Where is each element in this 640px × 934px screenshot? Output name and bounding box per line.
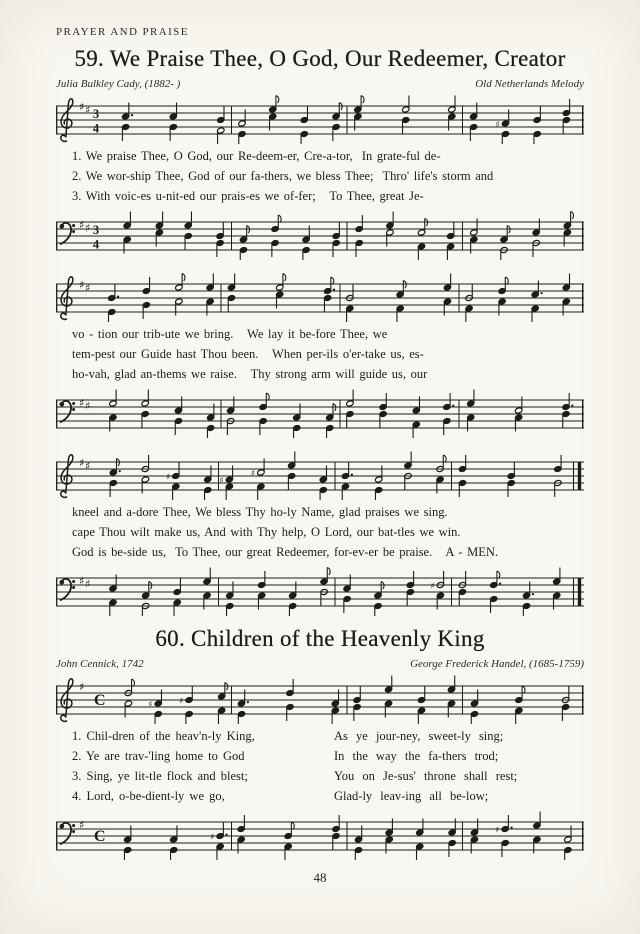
treble-staff-svg bbox=[56, 270, 584, 322]
hymn-59-composer: Old Netherlands Melody bbox=[475, 78, 584, 90]
verse-line: God is be-side us, To Thee, our great Redeemer, for-ev-er be praise. A - MEN. bbox=[72, 545, 499, 559]
verse-line: 3. With voic-es u-nit-ed our prais-es we of-fer; To Thee, great Je- bbox=[72, 189, 424, 203]
sharp-sign: ♯ bbox=[79, 218, 85, 232]
verse-phrase-right: Glad-ly leav-ing all be-low; bbox=[334, 789, 489, 803]
verse-line bbox=[72, 726, 584, 746]
treble-staff bbox=[56, 672, 584, 724]
sharp-sign: ♯ bbox=[210, 832, 215, 843]
treble-staff-svg bbox=[56, 92, 584, 144]
treble-staff-svg bbox=[56, 448, 584, 500]
sharp-sign: ♯ bbox=[495, 120, 500, 130]
time-signature: C bbox=[94, 692, 106, 709]
sharp-sign: ♯ bbox=[79, 100, 85, 114]
verse-phrase-right: In the way the fa-thers trod; bbox=[334, 749, 499, 763]
hymn-60-section bbox=[56, 626, 584, 860]
bass-staff bbox=[56, 386, 584, 438]
verse-phrase-left: 4. Lord, o-be-dient-ly we go, bbox=[72, 789, 225, 803]
time-signature: C bbox=[94, 828, 106, 845]
hymn-60-attribution bbox=[56, 658, 584, 670]
sharp-sign: ♯ bbox=[85, 399, 91, 413]
verse-phrase-right: You on Je-sus' throne shall rest; bbox=[334, 769, 518, 783]
treble-staff bbox=[56, 270, 584, 322]
sharp-sign: ♯ bbox=[85, 459, 91, 473]
verse-phrase-left: 2. Ye are trav-'ling home to God bbox=[72, 749, 245, 763]
sharp-sign: ♯ bbox=[219, 476, 224, 486]
sharp-sign: ♯ bbox=[79, 396, 85, 410]
sharp-sign: ♯ bbox=[495, 825, 500, 836]
sharp-sign: ♯ bbox=[79, 818, 85, 832]
treble-staff-svg bbox=[56, 672, 584, 724]
sharp-sign: ♯ bbox=[85, 221, 91, 235]
sharp-sign: ♯ bbox=[85, 103, 91, 117]
page-number: 48 bbox=[313, 870, 327, 885]
time-signature: 4 bbox=[92, 121, 100, 136]
sharp-sign: ♯ bbox=[79, 278, 85, 292]
hymn-59-music-system-1 bbox=[56, 92, 584, 260]
bass-staff bbox=[56, 808, 584, 860]
verse-line: tem-pest our Guide hast Thou been. When per-ils o'er-take us, es- bbox=[72, 347, 424, 361]
verse-line: vo - tion our trib-ute we bring. We lay it be-fore Thee, we bbox=[72, 327, 388, 341]
time-signature: 4 bbox=[92, 237, 100, 252]
verse-line: ho-vah, glad an-thems we raise. Thy strong arm will guide us, our bbox=[72, 367, 428, 381]
verse-phrase-right: As ye jour-ney, sweet-ly sing; bbox=[334, 729, 504, 743]
running-header: PRAYER AND PRAISE bbox=[56, 26, 189, 38]
time-signature: 3 bbox=[92, 107, 100, 121]
hymn-59-music-system-2 bbox=[56, 270, 584, 438]
bass-staff bbox=[56, 208, 584, 260]
hymn-59-section bbox=[56, 46, 584, 616]
sharp-sign: ♯ bbox=[179, 696, 184, 707]
time-signature: 3 bbox=[92, 223, 100, 237]
hymn-59-verses-system-1 bbox=[72, 146, 584, 206]
verse-line bbox=[72, 746, 584, 766]
sharp-sign: ♯ bbox=[79, 680, 85, 694]
hymn-60-author: John Cennick, 1742 bbox=[56, 658, 144, 670]
hymn-59-attribution bbox=[56, 78, 584, 90]
hymn-60-verses bbox=[72, 726, 584, 806]
bass-staff-svg bbox=[56, 808, 584, 860]
verse-line bbox=[72, 786, 584, 806]
verse-line: cape Thou wilt make us, And with Thy help, O Lord, our bat-tles we win. bbox=[72, 525, 461, 539]
verse-phrase-left: 1. Chil-dren of the heav'n-ly King, bbox=[72, 729, 255, 743]
hymn-60-title: 60. Children of the Heavenly King bbox=[155, 626, 485, 651]
treble-staff bbox=[56, 92, 584, 144]
hymn-59-verses-system-2 bbox=[72, 324, 584, 384]
hymn-60-music-system-1 bbox=[56, 672, 584, 860]
verse-line bbox=[72, 766, 584, 786]
hymn-59-author: Julia Bulkley Cady, (1882- ) bbox=[56, 78, 181, 90]
hymn-59-title: 59. We Praise Thee, O God, Our Redeemer, Creator bbox=[74, 46, 566, 71]
sharp-sign: ♯ bbox=[79, 456, 85, 470]
verse-phrase-left: 3. Sing, ye lit-tle flock and blest; bbox=[72, 769, 248, 783]
treble-staff bbox=[56, 448, 584, 500]
sharp-sign: ♯ bbox=[85, 577, 91, 591]
verse-line: 1. We praise Thee, O God, our Re-deem-er, Cre-a-tor, In grate-ful de- bbox=[72, 149, 441, 163]
sharp-sign: ♯ bbox=[250, 469, 256, 479]
hymn-59-verses-system-3 bbox=[72, 502, 584, 562]
verse-line: kneel and a-dore Thee, We bless Thy ho-ly Name, glad praises we sing. bbox=[72, 505, 448, 519]
verse-line: 2. We wor-ship Thee, God of our fa-thers, we bless Thee; Thro' life's storm and bbox=[72, 169, 494, 183]
hymn-59-music-system-3 bbox=[56, 448, 584, 616]
sharp-sign: ♯ bbox=[165, 472, 170, 483]
bass-staff-svg bbox=[56, 208, 584, 260]
sharp-sign: ♯ bbox=[85, 281, 91, 295]
bass-staff-svg bbox=[56, 386, 584, 438]
sharp-sign: ♯ bbox=[79, 574, 85, 588]
sharp-sign: ♯ bbox=[430, 581, 435, 592]
bass-staff bbox=[56, 564, 584, 616]
sharp-sign: ♯ bbox=[148, 700, 153, 710]
bass-staff-svg bbox=[56, 564, 584, 616]
hymn-60-composer: George Frederick Handel, (1685-1759) bbox=[410, 658, 584, 670]
